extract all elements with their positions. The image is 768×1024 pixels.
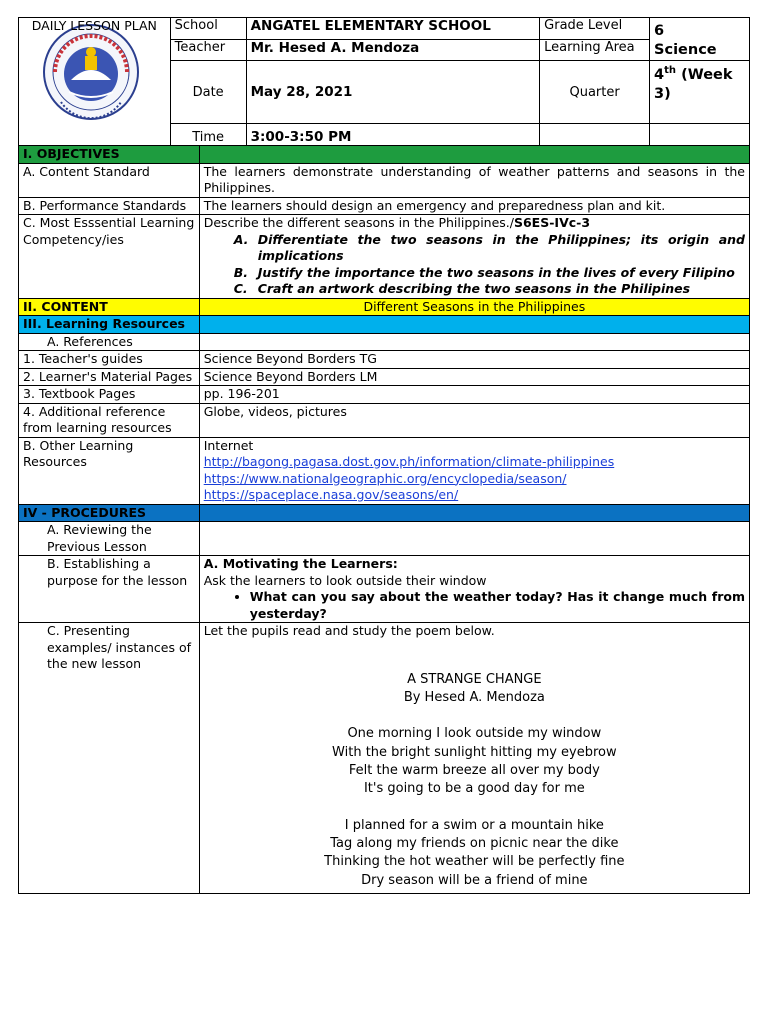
poem-line: Felt the warm breeze all over my body	[348, 762, 600, 778]
poem-line: One morning I look outside my window	[347, 726, 602, 742]
link-nasa[interactable]: https://spaceplace.nasa.gov/seasons/en/	[203, 487, 459, 502]
melc-intro: Describe the different seasons in the Philippines./	[203, 215, 514, 230]
other-resources-intro: Internet	[203, 437, 254, 453]
content-standard-value: The learners demonstrate understanding of weather patterns and seasons in the Philippines.	[199, 163, 749, 197]
doc-title: DAILY LESSON PLAN	[31, 18, 157, 33]
list-item: C. Craft an artwork describing the two seasons in the Philipines	[233, 281, 691, 296]
performance-standard-value: The learners should design an emergency and preparedness plan and kit.	[199, 197, 749, 215]
content-value: Different Seasons in the Philippines	[199, 298, 749, 316]
performance-standard-label: B. Performance Standards	[19, 197, 200, 215]
deped-seal-icon	[41, 22, 141, 122]
presenting-label: C. Presenting examples/ instances of the new lesson	[19, 623, 200, 894]
list-item: • What can you say about the weather today? Has it change much from yesterday?	[250, 589, 745, 622]
poem-title: A STRANGE CHANGE	[407, 671, 542, 687]
poem-line: Thinking the hot weather will be perfectly fine	[324, 854, 625, 870]
melc-list	[204, 232, 745, 298]
poem	[204, 671, 745, 891]
poem-line: I planned for a swim or a mountain hike	[344, 817, 604, 833]
objectives-title: I. OBJECTIVES	[19, 146, 200, 164]
header-table	[18, 17, 750, 151]
reviewing-label: A. Reviewing the Previous Lesson	[19, 522, 200, 556]
quarter-label: Quarter	[540, 61, 650, 124]
textbook-value: pp. 196-201	[199, 386, 749, 404]
resources-title: III. Learning Resources	[19, 316, 200, 334]
melc-label: C. Most Esssential Learning Competency/ies	[19, 215, 200, 299]
area-value: Science	[654, 42, 717, 58]
motivating-instruction: Ask the learners to look outside their window	[203, 572, 487, 588]
melc-code: S6ES-IVc-3	[513, 215, 591, 230]
quarter-num: 4	[654, 66, 665, 83]
link-natgeo[interactable]: https://www.nationalgeographic.org/encyclopedia/season/	[203, 470, 567, 486]
presenting-cell	[199, 623, 749, 894]
procedures-title: IV - PROCEDURES	[19, 504, 200, 522]
quarter-rest: (Week 3)	[654, 66, 733, 102]
purpose-label: B. Establishing a purpose for the lesson	[19, 556, 200, 623]
teacher-label: Teacher	[170, 39, 246, 61]
lesson-plan-table	[18, 145, 750, 894]
time-value: 3:00-3:50 PM	[246, 124, 540, 151]
poem-line: Tag along my friends on picnic near the dike	[330, 836, 619, 852]
quarter-value	[650, 61, 750, 124]
motivating-title: A. Motivating the Learners:	[203, 556, 398, 571]
poem-author: By Hesed A. Mendoza	[403, 689, 545, 705]
poem-line: Dry season will be a friend of mine	[361, 872, 588, 888]
teacher-value: Mr. Hesed A. Mendoza	[246, 39, 540, 61]
lm-value: Science Beyond Borders LM	[199, 368, 749, 386]
grade-area-cell	[650, 18, 750, 61]
other-resources-cell	[199, 437, 749, 504]
tg-label: 1. Teacher's guides	[19, 351, 200, 369]
additional-label: 4. Additional reference from learning resources	[19, 403, 200, 437]
area-label: Learning Area	[540, 39, 650, 61]
purpose-cell	[199, 556, 749, 623]
references-label: A. References	[19, 333, 200, 351]
school-value: ANGATEL ELEMENTARY SCHOOL	[246, 18, 540, 40]
logo-cell	[19, 18, 171, 151]
presenting-instruction: Let the pupils read and study the poem below.	[203, 623, 495, 638]
quarter-sup: th	[664, 65, 677, 76]
other-resources-label: B. Other Learning Resources	[19, 437, 200, 504]
school-label: School	[170, 18, 246, 40]
textbook-label: 3. Textbook Pages	[19, 386, 200, 404]
date-label: Date	[170, 61, 246, 124]
tg-value: Science Beyond Borders TG	[199, 351, 749, 369]
date-value: May 28, 2021	[246, 61, 540, 124]
grade-label: Grade Level	[540, 18, 650, 40]
lm-label: 2. Learner's Material Pages	[19, 368, 200, 386]
link-pagasa[interactable]: http://bagong.pagasa.dost.gov.ph/information/climate-philippines	[203, 454, 615, 469]
time-label: Time	[170, 124, 246, 151]
melc-cell	[199, 215, 749, 299]
motivating-list	[204, 589, 745, 622]
poem-line: With the bright sunlight hitting my eyebrow	[332, 744, 617, 760]
list-item: B. Justify the importance the two seasons in the lives of every Filipino	[233, 264, 735, 280]
content-standard-label: A. Content Standard	[19, 163, 200, 197]
poem-line: It's going to be a good day for me	[363, 781, 585, 797]
list-item: A. Differentiate the two seasons in the Philippines; its origin and implications	[233, 231, 745, 263]
grade-value: 6	[654, 23, 665, 39]
additional-value: Globe, videos, pictures	[199, 403, 749, 437]
content-title: II. CONTENT	[19, 298, 200, 316]
